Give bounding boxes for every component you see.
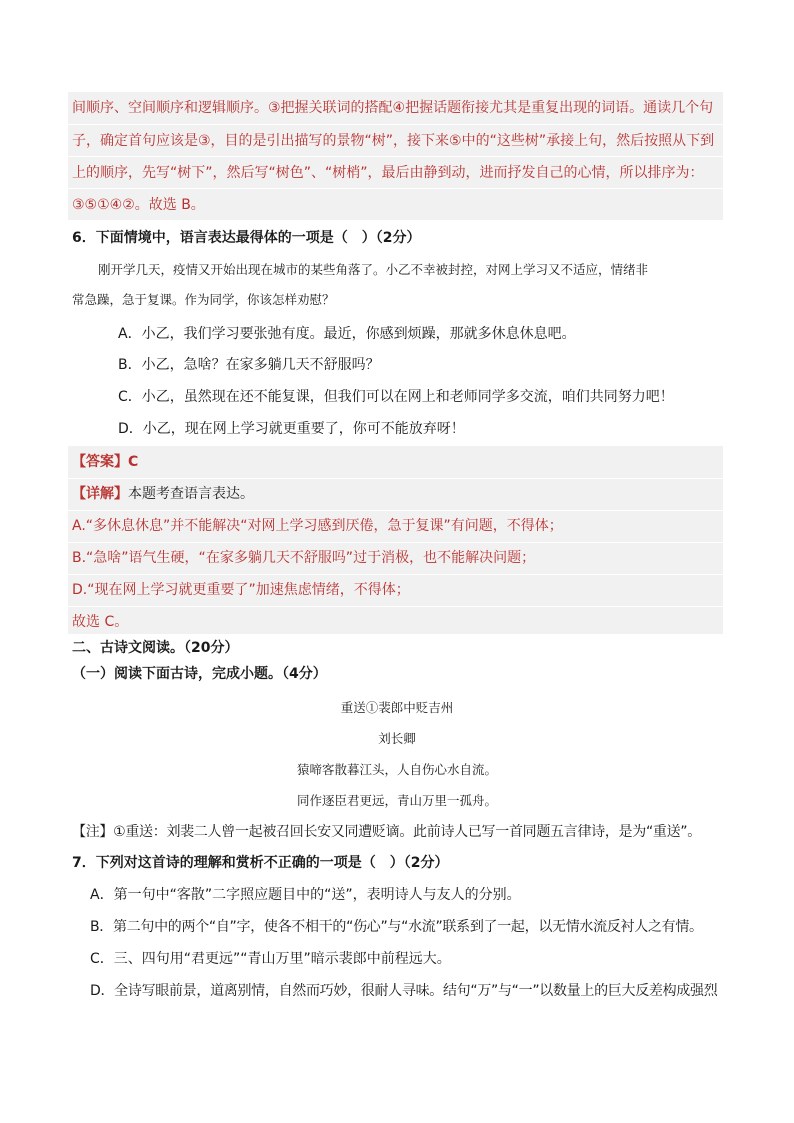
band-divider <box>68 124 723 125</box>
question-6-context-line-1: 刚开学几天，疫情又开始出现在城市的某些角落了。小乙不幸被封控，对网上学习又不适应，情绪非 <box>98 262 649 277</box>
question-6-option-b: B．小乙，急啥？在家多躺几天不舒服吗？ <box>118 357 380 373</box>
explanation-line-3: 上的顺序，先写“树下”，然后写“树色”、“树梢”，最后由静到动，进而抒发自己的心情，所以排序为： <box>72 165 704 181</box>
question-6-analysis-b: B.“急啥”语气生硬，“在家多躺几天不舒服吗”过于消极，也不能解决问题； <box>72 550 536 566</box>
question-7-option-a: A．第一句中“客散”二字照应题目中的“送”，表明诗人与友人的分别。 <box>90 887 521 903</box>
section-2-sub-heading: （一）阅读下面古诗，完成小题。（4分） <box>72 666 327 682</box>
explanation-line-1: 间顺序、空间顺序和逻辑顺序。③把握关联词的搭配④把握话题衔接尤其是重复出现的词语。通读几个句 <box>72 100 714 116</box>
question-7-option-d: D．全诗写眼前景，道离别情，自然而巧妙，很耐人寻味。结句“万”与“一”以数量上的巨大反差构成强烈 <box>90 983 718 999</box>
explanation-line-4: ③⑤①④②。故选 B。 <box>72 197 205 213</box>
poem-line-2: 同作逐臣君更远，青山万里一孤舟。 <box>296 793 497 808</box>
question-6-context-line-2: 常急躁，急于复课。作为同学，你该怎样劝慰？ <box>72 292 335 307</box>
band-divider <box>68 542 723 543</box>
detail-label: 【详解】 <box>72 486 128 502</box>
band-divider <box>68 156 723 157</box>
band-divider <box>68 574 723 575</box>
question-6-option-c: C．小乙，虽然现在还不能复课，但我们可以在网上和老师同学多交流，咱们共同努力吧！ <box>118 389 674 405</box>
poem-title: 重送①裴郎中贬吉州 <box>340 700 454 715</box>
question-6-conclusion: 故选 C。 <box>72 614 129 630</box>
question-6-analysis-a: A.“多休息休息”并不能解决“对网上学习感到厌倦，急于复课”有问题，不得体； <box>72 518 563 534</box>
poem-note: 【注】①重送：刘裴二人曾一起被召回长安又同遭贬谪。此前诗人已写一首同题五言律诗，是为“重送”。 <box>72 824 701 840</box>
poem-author: 刘长卿 <box>378 731 416 746</box>
question-7-option-b: B．第二句中的两个“自”字，使各不相干的“伤心”与“水流”联系到了一起，以无情水流反衬人之有情。 <box>90 919 703 935</box>
band-divider <box>68 188 723 189</box>
question-7-option-c: C．三、四句用“君更远”“青山万里”暗示裴郎中前程远大。 <box>90 951 451 967</box>
question-6-option-d: D．小乙，现在网上学习就更重要了，你可不能放弃呀！ <box>118 421 465 437</box>
question-6-stem: 6．下面情境中，语言表达最得体的一项是（ ）（2分） <box>72 230 421 246</box>
band-divider <box>68 510 723 511</box>
band-divider <box>68 478 723 479</box>
question-6-detail <box>72 484 254 504</box>
question-6-option-a: A．小乙，我们学习要张弛有度。最近，你感到烦躁，那就多休息休息吧。 <box>118 326 576 342</box>
band-divider <box>68 606 723 607</box>
question-6-answer: 【答案】C <box>72 454 139 470</box>
detail-text: 本题考查语言表达。 <box>128 486 254 502</box>
question-6-analysis-d: D.“现在网上学习就更重要了”加速焦虑情绪，不得体； <box>72 582 410 598</box>
explanation-line-2: 子，确定首句应该是③，目的是引出描写的景物“树”，接下来⑤中的“这些树”承接上句，然后按照从下到 <box>72 133 715 149</box>
poem-line-1: 猿啼客散暮江头，人自伤心水自流。 <box>296 762 497 777</box>
question-7-stem: 7．下列对这首诗的理解和赏析不正确的一项是（ ）（2分） <box>72 855 449 871</box>
section-2-heading: 二、古诗文阅读。（20分） <box>72 640 239 656</box>
